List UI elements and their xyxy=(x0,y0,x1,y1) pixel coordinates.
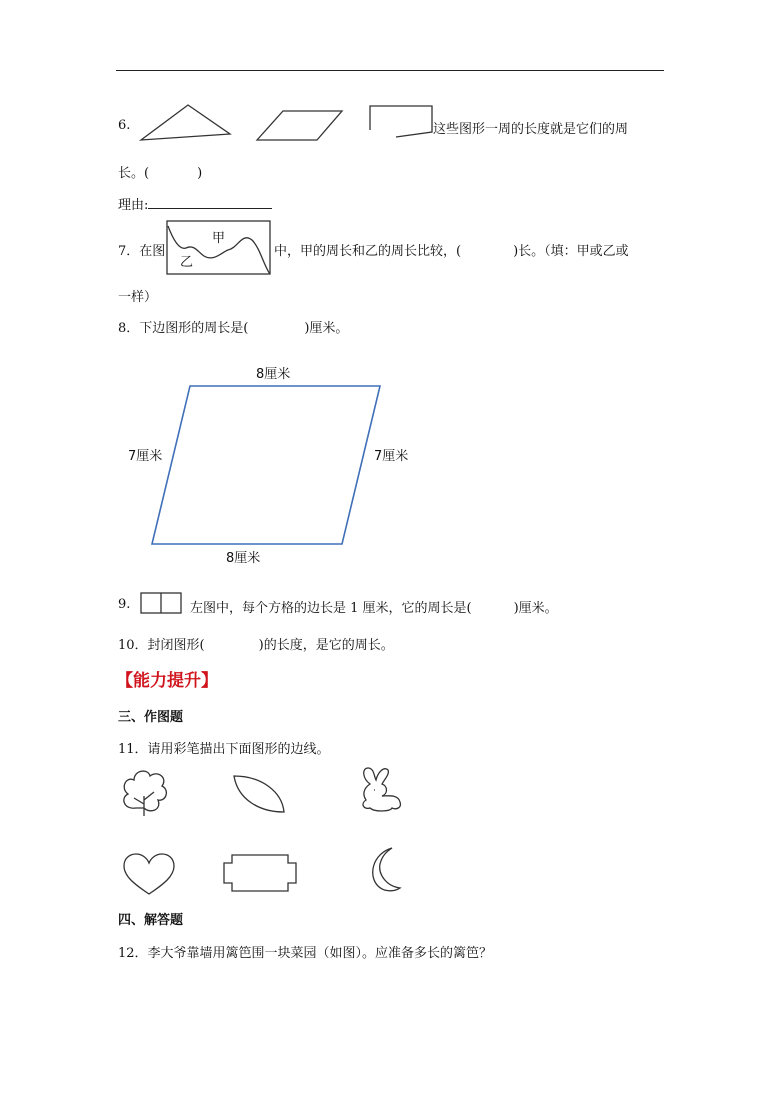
q8-right-label: 7厘米 xyxy=(374,449,409,464)
q6-number: 6. xyxy=(118,118,131,133)
q9-text-start: 左图中，每个方格的边长是 1 厘米，它的周长是( xyxy=(190,601,472,616)
q8-top-label: 8厘米 xyxy=(256,367,291,382)
q6-reason xyxy=(118,194,272,213)
rabbit-icon xyxy=(356,764,406,814)
q11-text: 11．请用彩笔描出下面图形的边线。 xyxy=(118,742,330,757)
q10-text xyxy=(118,634,394,653)
heart-icon xyxy=(122,852,176,896)
q8-text-end: )厘米。 xyxy=(304,321,349,336)
q8-parallelogram xyxy=(120,360,420,570)
q6-text-b-start: 长。( xyxy=(118,166,150,181)
q8-bottom-label: 8厘米 xyxy=(226,551,261,566)
triangle-figure xyxy=(138,102,233,144)
q9-number: 9. xyxy=(118,597,131,612)
q7-text-c: 一样） xyxy=(118,290,158,305)
q8-left-label: 7厘米 xyxy=(128,449,163,464)
q9-text xyxy=(190,597,558,616)
q8-text-start: 8．下边图形的周长是( xyxy=(118,321,249,336)
q9-text-end: )厘米。 xyxy=(513,601,558,616)
q10-text-end: )的长度，是它的周长。 xyxy=(258,638,394,653)
leaf-pointed-icon xyxy=(232,774,288,814)
q6-text-a: 这些图形一周的长度就是它们的周 xyxy=(433,122,629,137)
section-3-title: 三、作图题 xyxy=(118,710,184,725)
q6-text-b-end: ) xyxy=(197,166,203,181)
q7-figure xyxy=(166,220,272,276)
q7-number: 7．在图 xyxy=(118,244,166,259)
q6-reason-label: 理由: xyxy=(118,198,149,213)
q7-text-a-span: 中，甲的周长和乙的周长比较，( xyxy=(274,244,462,259)
open-rectangle-figure xyxy=(366,104,436,140)
q12-text: 12．李大爷靠墙用篱笆围一块菜园（如图）。应准备多长的篱笆？ xyxy=(118,946,493,961)
crescent-moon-icon xyxy=(366,846,402,894)
q7-text-a xyxy=(274,240,629,259)
header-rule xyxy=(116,70,664,71)
q7-label-yi: 乙 xyxy=(180,255,194,270)
q10-text-start: 10．封闭图形( xyxy=(118,638,205,653)
parallelogram-figure xyxy=(255,108,345,144)
q8-text xyxy=(118,317,348,336)
section-4-title: 四、解答题 xyxy=(118,913,184,928)
q6-text-b xyxy=(118,162,202,181)
cross-shape-icon xyxy=(222,853,300,893)
q9-two-squares xyxy=(140,592,184,616)
q7-text-b: )长。（填：甲或乙或 xyxy=(513,244,629,259)
q6-reason-blank[interactable] xyxy=(148,197,272,209)
leaf-icon xyxy=(118,768,170,820)
q7-label-jia: 甲 xyxy=(212,231,226,246)
section-power: 【能力提升】 xyxy=(116,671,218,691)
